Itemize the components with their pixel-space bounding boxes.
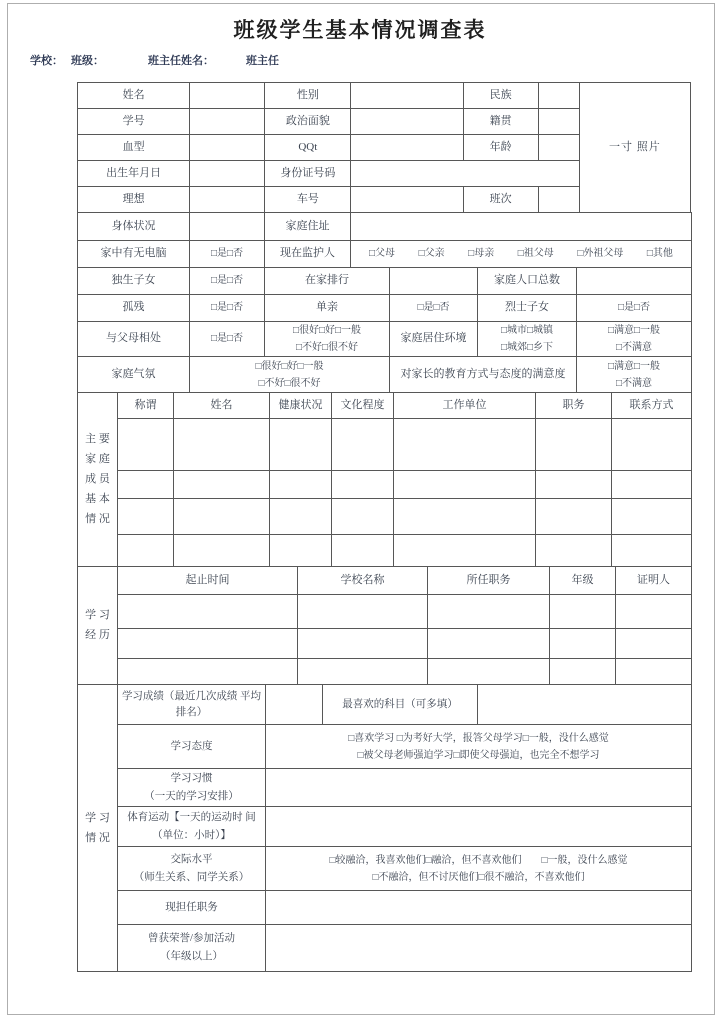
member-row-cell[interactable] [536,499,612,535]
home-rank-label: 在家排行 [265,268,390,295]
current-position-value-cell[interactable] [266,891,692,925]
member-row-cell[interactable] [270,471,332,499]
blood-type-label: 血型 [78,135,190,161]
teacher-name-label: 班主任姓名： [148,55,214,67]
history-row-cell[interactable] [428,595,550,629]
member-row-cell[interactable] [612,419,692,471]
guardian-option-other-checkbox[interactable]: □其他 [646,247,673,259]
history-row-cell[interactable] [616,659,692,685]
member-row-cell[interactable] [118,419,174,471]
guardian-option-parents-checkbox[interactable]: □父母 [369,247,396,259]
martyr-child-label: 烈士子女 [478,295,577,322]
residence-env-checkboxes[interactable]: □城市□城镇 □城郊□乡下 [478,322,577,357]
member-row-cell[interactable] [536,535,612,567]
survey-form-table [77,82,691,972]
member-row-cell[interactable] [174,535,270,567]
form-subheader [30,52,279,68]
honors-value-cell[interactable] [266,925,692,972]
ethnicity-value-cell[interactable] [538,83,579,109]
residence-satisfaction-checkboxes[interactable]: □满意□一般 □不满意 [577,322,692,357]
family-members-band-label: 主 要 家 庭 成 员 基 本 情 况 [78,393,118,567]
gender-label: 性别 [265,83,351,109]
study-status-band [77,684,692,972]
class-label: 班级： [71,55,104,67]
orphan-band [77,294,692,322]
only-child-yes-no-checkboxes[interactable]: □是□否 [190,268,265,295]
member-row-cell[interactable] [270,419,332,471]
guardian-options-cell[interactable] [351,241,692,268]
grades-value-cell[interactable] [266,685,323,725]
history-period-header: 起止时间 [118,567,298,595]
member-education-header: 文化程度 [332,393,394,419]
ethnicity-label: 民族 [463,83,538,109]
political-status-value-cell[interactable] [351,109,463,135]
ideal-value-cell[interactable] [190,187,265,213]
member-row-cell[interactable] [174,499,270,535]
only-child-band [77,267,692,295]
computer-yes-no-checkboxes[interactable]: □是□否 [190,241,265,268]
history-row-cell[interactable] [550,595,616,629]
physical-condition-value-cell[interactable] [190,213,265,241]
history-grade-header: 年级 [550,567,616,595]
member-contact-header: 联系方式 [612,393,692,419]
name-value-cell[interactable] [190,83,265,109]
qq-value-cell[interactable] [351,135,463,161]
blood-type-value-cell[interactable] [190,135,265,161]
age-value-cell[interactable] [538,135,579,161]
only-child-label: 独生子女 [78,268,190,295]
single-parent-yes-no-checkboxes[interactable]: □是□否 [390,295,478,322]
guardian-option-maternal-grandparents-checkbox[interactable]: □外祖父母 [577,247,624,259]
member-row-cell[interactable] [118,535,174,567]
member-row-cell[interactable] [332,419,394,471]
student-id-value-cell[interactable] [190,109,265,135]
history-row-cell[interactable] [550,659,616,685]
honors-label: 曾获荣誉/参加活动 （年级以上） [118,925,266,972]
member-row-cell[interactable] [394,419,536,471]
history-row-cell[interactable] [298,659,428,685]
id-card-label: 身份证号码 [265,161,351,187]
home-address-value-cell[interactable] [351,213,692,241]
member-row-cell[interactable] [174,419,270,471]
health-address-band [77,212,692,241]
name-label: 姓名 [78,83,190,109]
with-parents-quality-checkboxes[interactable]: □很好□好□一般 □不好□很不好 [265,322,390,357]
bus-number-value-cell[interactable] [351,187,463,213]
member-title-header: 称谓 [118,393,174,419]
guardian-option-father-checkbox[interactable]: □父亲 [418,247,445,259]
history-row-cell[interactable] [118,629,298,659]
home-rank-value-cell[interactable] [390,268,478,295]
guardian-option-grandparents-checkbox[interactable]: □祖父母 [517,247,554,259]
sports-value-cell[interactable] [266,807,692,847]
member-name-header: 姓名 [174,393,270,419]
student-id-label: 学号 [78,109,190,135]
history-row-cell[interactable] [550,629,616,659]
family-members-band [77,392,692,567]
attitude-label: 学习态度 [118,725,266,769]
history-reference-header: 证明人 [616,567,692,595]
education-satisfaction-label: 对家长的教育方式与态度的满意度 [390,357,577,393]
atmosphere-checkboxes[interactable]: □很好□好□一般 □不好□很不好 [190,357,390,393]
atmosphere-label: 家庭气氛 [78,357,190,393]
member-row-cell[interactable] [536,471,612,499]
attitude-checkboxes[interactable]: □喜欢学习 □为考好大学，报答父母学习□一般，没什么感觉 □被父母老师强迫学习□即使父母强迫，也完全不想学习 [266,725,692,769]
habit-label: 学习习惯 （一天的学习安排） [118,769,266,807]
member-row-cell[interactable] [332,499,394,535]
history-row-cell[interactable] [616,595,692,629]
member-row-cell[interactable] [394,499,536,535]
physical-condition-label: 身体状况 [78,213,190,241]
member-row-cell[interactable] [536,419,612,471]
sports-label: 体育运动【一天的运动时 间 （单位：小时）】 [118,807,266,847]
member-row-cell[interactable] [394,471,536,499]
study-history-band [77,566,692,685]
school-label: 学校： [30,55,63,67]
history-position-header: 所任职务 [428,567,550,595]
favorite-subjects-label: 最喜欢的科目（可多填） [323,685,478,725]
education-satisfaction-checkboxes[interactable]: □满意□一般 □不满意 [577,357,692,393]
member-row-cell[interactable] [332,535,394,567]
with-parents-band [77,321,692,357]
study-history-band-label: 学 习 经 历 [78,567,118,685]
computer-at-home-label: 家中有无电脑 [78,241,190,268]
orphan-yes-no-checkboxes[interactable]: □是□否 [190,295,265,322]
history-row-cell[interactable] [298,595,428,629]
member-position-header: 职务 [536,393,612,419]
ideal-label: 理想 [78,187,190,213]
gender-value-cell[interactable] [351,83,463,109]
single-parent-label: 单亲 [265,295,390,322]
home-address-label: 家庭住址 [265,213,351,241]
history-row-cell[interactable] [118,595,298,629]
martyr-yes-no-checkboxes[interactable]: □是□否 [577,295,692,322]
member-workunit-header: 工作单位 [394,393,536,419]
member-row-cell[interactable] [118,471,174,499]
member-row-cell[interactable] [612,471,692,499]
personal-info-band [77,82,691,213]
with-parents-label: 与父母相处 [78,322,190,357]
habit-value-cell[interactable] [266,769,692,807]
guardian-label: 现在监护人 [265,241,351,268]
social-checkboxes[interactable]: □较融洽，我喜欢他们□融洽，但不喜欢他们 □一般，没什么感觉 □不融洽，但不讨厌他们□很不融洽，不喜欢他们 [266,847,692,891]
member-row-cell[interactable] [270,535,332,567]
with-parents-yes-no-checkboxes[interactable]: □是□否 [190,322,265,357]
current-position-label: 现担任职务 [118,891,266,925]
member-row-cell[interactable] [394,535,536,567]
birthdate-label: 出生年月日 [78,161,190,187]
birthdate-value-cell[interactable] [190,161,265,187]
social-label: 交际水平 （师生关系、同学关系） [118,847,266,891]
page-title: 班级学生基本情况调查表 [233,18,487,42]
history-row-cell[interactable] [298,629,428,659]
native-place-label: 籍贯 [463,109,538,135]
bus-number-label: 车号 [265,187,351,213]
member-row-cell[interactable] [174,471,270,499]
shift-value-cell[interactable] [538,187,579,213]
member-row-cell[interactable] [118,499,174,535]
history-school-header: 学校名称 [298,567,428,595]
member-row-cell[interactable] [612,535,692,567]
photo-placeholder: 一寸 照片 [579,83,690,213]
family-total-value-cell[interactable] [577,268,692,295]
grades-label: 学习成绩（最近几次成绩 平均排名） [118,685,266,725]
id-card-value-cell[interactable] [351,161,579,187]
history-row-cell[interactable] [616,629,692,659]
guardian-option-mother-checkbox[interactable]: □母亲 [468,247,495,259]
family-total-label: 家庭人口总数 [478,268,577,295]
political-status-label: 政治面貌 [265,109,351,135]
residence-env-label: 家庭居住环境 [390,322,478,357]
age-label: 年龄 [463,135,538,161]
orphan-disabled-label: 孤残 [78,295,190,322]
atmosphere-band [77,356,692,393]
member-row-cell[interactable] [332,471,394,499]
shift-label: 班次 [463,187,538,213]
qq-label: QQt [265,135,351,161]
member-row-cell[interactable] [612,499,692,535]
favorite-subjects-value-cell[interactable] [478,685,692,725]
teacher-name-value: 班主任 [246,55,279,67]
member-row-cell[interactable] [270,499,332,535]
history-row-cell[interactable] [428,629,550,659]
native-place-value-cell[interactable] [538,109,579,135]
computer-guardian-band [77,240,692,268]
member-health-header: 健康状况 [270,393,332,419]
history-row-cell[interactable] [118,659,298,685]
history-row-cell[interactable] [428,659,550,685]
study-status-band-label: 学 习 情 况 [78,685,118,972]
